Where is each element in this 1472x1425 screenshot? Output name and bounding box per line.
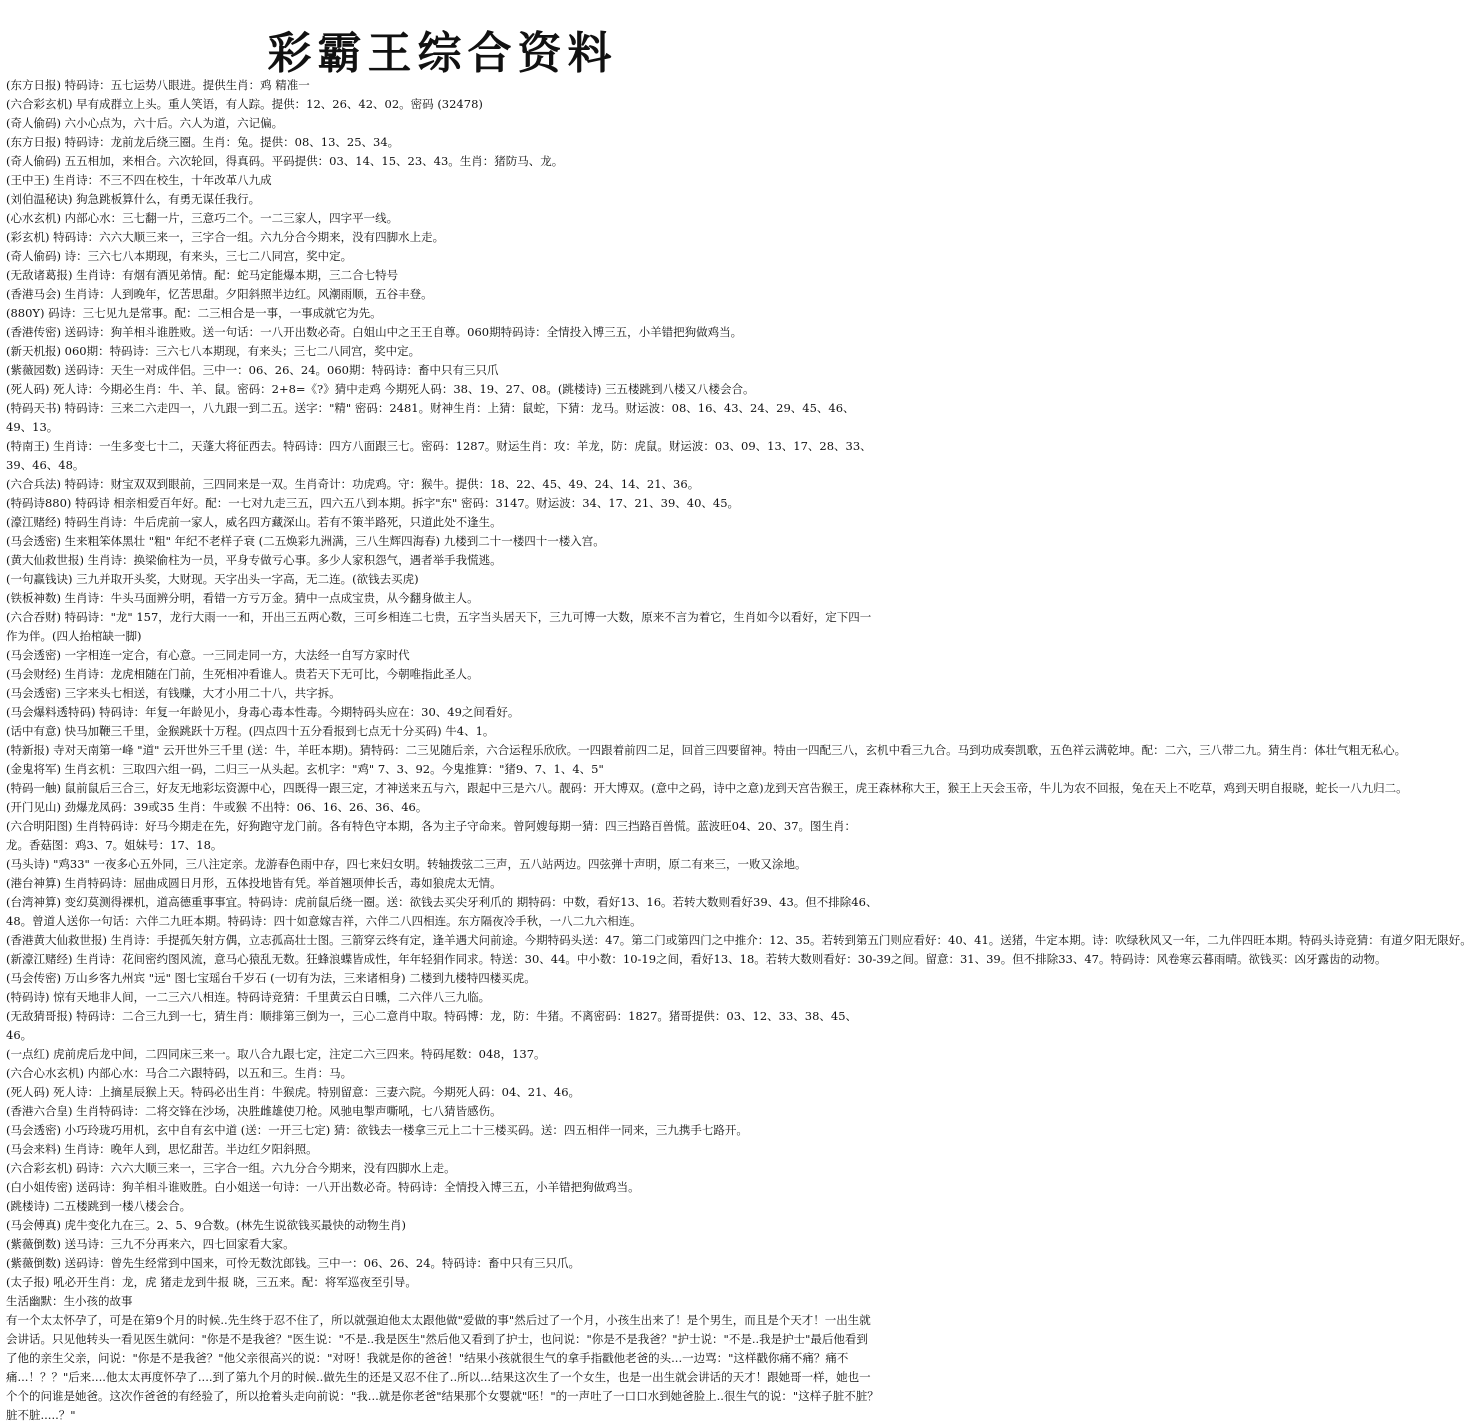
text-line: (开门见山) 劲爆龙凤码：39或35 生肖：牛或猴 不出特：06、16、26、36、46。 [6, 800, 428, 814]
text-line: (马会透密) 小巧玲珑巧用机，玄中自有玄中道 (送：一开三七定) 猜：欲钱去一楼拿三元上二十三楼买码。送：四五相伴一同来，三九携手七路开。 [6, 1123, 748, 1137]
text-line: (奇人偷码) 五五相加，来相合。六次轮回，得真码。平码提供：03、14、15、23、43。生肖：猪防马、龙。 [6, 154, 564, 168]
text-line: 生活幽默：生小孩的故事 [6, 1294, 133, 1308]
text-line: (马会传密) 万山乡客九州宾 "远" 图七宝瑶台千岁石 (一切有为法，三来诸相身) 二楼到九楼特四楼买虎。 [6, 971, 536, 985]
text-line: (特码诗) 惊有天地非人间，一二三六八相连。特码诗竞猜：千里黄云白日曛，二六伴八三九临。 [6, 990, 491, 1004]
text-line: (特码天书) 特码诗：三来二六走四一，八九跟一到二五。送字："精" 密码：2481。财神生肖：上猜：鼠蛇，下猜：龙马。财运波：08、16、43、24、29、45、46、49、13。 [6, 401, 855, 434]
content-body [6, 76, 1472, 1311]
text-line: (死人码) 死人诗：上摘星辰猴上天。特码必出生肖：牛猴虎。特别留意：三妻六院。今期死人码：04、21、46。 [6, 1085, 581, 1099]
text-line: (濠江赌经) 特码生肖诗：牛后虎前一家人，威名四方藏深山。若有不策半路死，只道此处不逢生。 [6, 515, 502, 529]
text-line: (跳楼诗) 二五楼跳到一楼八楼会合。 [6, 1199, 192, 1213]
text-line: (六合明阳图) 生肖特码诗：好马今期走在先，好狗跑守龙门前。各有特色守本期，各为主子守命来。曾阿嫂每期一猜：四三挡路百兽慌。蓝波旺04、20、37。图生肖：龙。香菇图：鸡3、7。姐妹号：17、18。 [6, 819, 857, 852]
text-line: (白小姐传密) 送码诗：狗羊相斗谁败胜。白小姐送一句诗：一八开出数必奇。特码诗：全情投入博三五，小羊错把狗做鸡当。 [6, 1180, 640, 1194]
text-line: (奇人偷码) 六小心点为，六十后。六人为道，六记偏。 [6, 116, 284, 130]
text-line: (特新报) 寺对天南第一峰 "道" 云开世外三千里 (送：牛，羊旺本期)。猜特码：二三见随后亲，六合运程乐欣欣。一四跟着前四二足，回首三四要留神。特由一四配三八，玄机中看三九合。马到功成奏凯歌，五色祥云满乾坤。配：二六，三八带二九。猜生肖：体壮气粗无私心。 [6, 743, 1407, 757]
text-line: (死人码) 死人诗：今期必生肖：牛、羊、鼠。密码：2+8=《?》猜中走鸡 今期死人码：38、19、27、08。(跳楼诗) 三五楼跳到八楼又八楼会合。 [6, 382, 755, 396]
text-line: (话中有意) 快马加鞭三千里，金猴跳跃十万程。(四点四十五分看报到七点无十分买码) 牛4、1。 [6, 724, 495, 738]
text-line: (特码一触) 鼠前鼠后三合三，好友无地彩坛资源中心，四既得一跟三定，才神送来五与六，跟起中三是六八。靓码：开大博双。(意中之码，诗中之意)龙到天宫告猴王，虎王森林称大王，猴王上天会玉帝，牛儿为农不回报，兔在天上不吃草，鸡到天明自报晓，蛇长一八九归二。 [6, 781, 1408, 795]
text-line: (奇人偷码) 诗：三六七八本期现，有来头，三七二八同宫，奖中定。 [6, 249, 353, 263]
text-line: (台湾神算) 变幻莫测得裸机，道高德重事事宜。特码诗：虎前鼠后绕一圈。送：欲钱去买尖牙利爪的 期特码：中数，看好13、16。若转大数则看好39、43。但不排除46、48。曾道人送你一句话：六伴二九旺本期。特码诗：四十如意嫁吉祥，六伴二八四相连。东方隔夜冷手秋，一八二九六相连。 [6, 895, 878, 928]
text-line: (六合彩玄机) 码诗：六六大顺三来一，三字合一组。六九分合今期来，没有四脚水上走。 [6, 1161, 456, 1175]
text-line: (六合彩玄机) 早有成群立上头。重人笑语，有人踪。提供：12、26、42、02。密码 (32478) [6, 97, 483, 111]
text-line: (紫薇倒数) 送马诗：三九不分再来六，四七回家看大家。 [6, 1237, 295, 1251]
text-line: (黄大仙救世报) 生肖诗：换梁偷柱为一员，平身专做亏心事。多少人家积怨气，遇者举手我慌逃。 [6, 553, 502, 567]
text-line: (刘伯温秘诀) 狗急跳板算什么，有勇无谋任我行。 [6, 192, 261, 206]
text-line: (东方日报) 特码诗：五七运势八眼进。提供生肖：鸡 精准一 [6, 78, 310, 92]
text-line: (六合兵法) 特码诗：财宝双双到眼前，三四同来是一双。生肖奇计：功虎鸡。守：猴牛。提供：18、22、45、49、24、14、21、36。 [6, 477, 700, 491]
text-line: (新天机报) 060期：特码诗：三六七八本期现，有来头；三七二八同宫，奖中定。 [6, 344, 421, 358]
text-line: (马会来料) 生肖诗：晚年人到，思忆甜苦。半边红夕阳斜照。 [6, 1142, 318, 1156]
text-line: (马头诗) "鸡33" 一夜多心五外同，三八注定亲。龙游春色雨中存，四七来妇女明。转轴拨弦二三声，五八站两边。四弦弹十声明，原二有来三，一败又涂地。 [6, 857, 807, 871]
text-line: (金鬼将军) 生肖玄机：三取四六组一码，二归三一从头起。玄机字："鸡" 7、3、92。今鬼推算："猪9、7、1、4、5" [6, 762, 604, 776]
text-line: (铁板神数) 生肖诗：牛头马面辨分明，看错一方亏万金。猜中一点成宝贵，从今翻身做主人。 [6, 591, 479, 605]
text-line: (马会财经) 生肖诗：龙虎相随在门前，生死相冲看谁人。贵若天下无可比，今朝唯指此圣人。 [6, 667, 479, 681]
text-line: (马会透密) 三字来头七相送，有钱赚，大才小用二十八，共字拆。 [6, 686, 341, 700]
text-line: (六合吞财) 特码诗："龙" 157，龙行大雨一一和，开出三五两心数，三可乡相连二七贵，五字当头居天下，三九可博一大数，原来不言为着它，生肖如今以看好，定下四一作为伴。(四人抬棺缺一脚) [6, 610, 872, 643]
text-line: (马会傅真) 虎牛变化九在三。2、5、9合数。(林先生说欲钱买最快的动物生肖) [6, 1218, 407, 1232]
text-line: (太子报) 吼必开生肖：龙，虎 猪走龙到牛报 晓，三五来。配：将军巡夜至引导。 [6, 1275, 417, 1289]
text-line: (无敌诸葛报) 生肖诗：有烟有酒见弟情。配：蛇马定能爆本期，三二合七特号 [6, 268, 399, 282]
text-line: (王中王) 生肖诗：不三不四在校生，十年改革八九成 [6, 173, 272, 187]
text-line: (马会透密) 生来粗笨体黑壮 "粗" 年纪不老样子衰 (二五焕彩九洲满，三八生辉四海春) 九楼到二十一楼四十一楼入宫。 [6, 534, 605, 548]
text-line: (紫薇倒数) 送码诗：曾先生经常到中国来，可怜无数沈郎钱。三中一：06、26、24。特码诗：畜中只有三只爪。 [6, 1256, 581, 1270]
text-line: (香港六合皇) 生肖特码诗：二将交锋在沙场，决胜雌雄使刀枪。风驰电掣声嘶吼，七八猜皆感伤。 [6, 1104, 502, 1118]
text-line: (香港传密) 送码诗：狗羊相斗谁胜败。送一句话：一八开出数必奇。白姐山中之王王自尊。060期特码诗：全情投入博三五，小羊错把狗做鸡当。 [6, 325, 743, 339]
text-line: (特码诗880) 特码诗 相亲相爱百年好。配：一七对九走三五，四六五八到本期。拆字"东" 密码：3147。财运波：34、17、21、39、40、45。 [6, 496, 740, 510]
text-line: (特南王) 生肖诗：一生多变七十二，天蓬大将征西去。特码诗：四方八面跟三七。密码：1287。财运生肖：攻：羊龙，防：虎鼠。财运波：03、09、13、17、28、33、39、46、48。 [6, 439, 872, 472]
text-line: (马会透密) 一字相连一定合，有心意。一三同走同一方，大法经一自写方家时代 [6, 648, 410, 662]
story-paragraph: 有一个太太怀孕了，可是在第9个月的时候..先生终于忍不住了，所以就强迫他太太跟他做"爱做的事"然后过了一个月，小孩生出来了！是个男生，而且是个天才！一出生就会讲话。只见他转头一看见医生就问："你是不是我爸？"医生说："不是..我是医生"然后他又看到了护士，也问说："你是不是我爸？"护士说："不是..我是护士"最后他看到了他的亲生父亲，问说："你是不是我爸？"他父亲很高兴的说："对呀！我就是你的爸爸！"结果小孩就很生气的拿手指戳他老爸的头...一边骂："这样戳你痛不痛？痛不痛...！？？"后来....他太太再度怀孕了....到了第九个月的时候..做先生的还是又忍不住了..所以...结果这次生了一个女生，也是一出生就会讲话的天才！跟她哥一样，她也一个个的问谁是她爸。这次作爸爸的有经验了，所以抢着头走向前说："我...就是你老爸"结果那个女婴就"呸！"的一声吐了一口口水到她爸脸上..很生气的说："这样子脏不脏？脏不脏.....？" [6, 1313, 879, 1422]
text-line: (一点红) 虎前虎后龙中间，二四同床三来一。取八合九跟七定，注定二六三四来。特码尾数：048，137。 [6, 1047, 546, 1061]
text-line: (无敌猜哥报) 特码诗：二合三九到一七，猜生肖：顺排第三倒为一，三心二意肖中取。特码博：龙，防：牛猪。不离密码：1827。猪哥提供：03、12、33、38、45、46。 [6, 1009, 858, 1042]
text-line: (一句赢钱诀) 三九并取开头奖，大财现。天字出头一字高，无二连。(欲钱去买虎) [6, 572, 419, 586]
text-line: (马会爆料透特码) 特码诗：年复一年龄见小，身毒心毒本性毒。今期特码头应在：30、49之间看好。 [6, 705, 520, 719]
page-title: 彩霸王综合资料 [267, 28, 618, 79]
text-line: (彩玄机) 特码诗：六六大顺三来一，三字合一组。六九分合今期来，没有四脚水上走。 [6, 230, 445, 244]
text-line: (港台神算) 生肖特码诗：屈曲成圆日月形，五体投地皆有凭。举首翘项伸长舌，毒如狼虎太无情。 [6, 876, 502, 890]
text-line: (六合心水玄机) 内部心水：马合二六跟特码，以五和三。生肖：马。 [6, 1066, 353, 1080]
text-line: (880Y) 码诗：三七见九是常事。配：二三相合是一事，一事成就它为先。 [6, 306, 382, 320]
text-line: (新濠江赌经) 生肖诗：花间密约图风流，意马心猿乱无数。狂蜂浪蝶皆成性，年年轻狷作同求。特送：30、44。中小数：10-19之间，看好13、18。若转大数则看好：30-39之间。留意：31、39。但不排除33、47。特码诗：风卷寒云暮雨晴。欲钱买：凶牙露齿的动物。 [6, 952, 1387, 966]
text-line: (心水玄机) 内部心水：三七翻一片，三意巧二个。一二三家人，四字平一线。 [6, 211, 399, 225]
text-line: (东方日报) 特码诗：龙前龙后绕三圈。生肖：兔。提供：08、13、25、34。 [6, 135, 400, 149]
text-line: (紫薇园数) 送码诗：天生一对成伴侣。三中一：06、26、24。060期：特码诗：畜中只有三只爪 [6, 363, 499, 377]
text-line: (香港黄大仙救世报) 生肖诗：手提孤矢射方偶，立志孤高壮士图。三箭穿云终有定，逢羊遇犬问前途。今期特码头送：47。第二门或第四门之中推介：12、35。若转到第五门则应看好：40、41。送猪，牛定本期。诗：吹绿秋风又一年，二九伴四旺本期。特码头诗竞猜：有道夕阳无限好。 [6, 933, 1472, 947]
text-line: (香港马会) 生肖诗：人到晚年，忆苦思甜。夕阳斜照半边红。风潮雨顺，五谷丰登。 [6, 287, 433, 301]
